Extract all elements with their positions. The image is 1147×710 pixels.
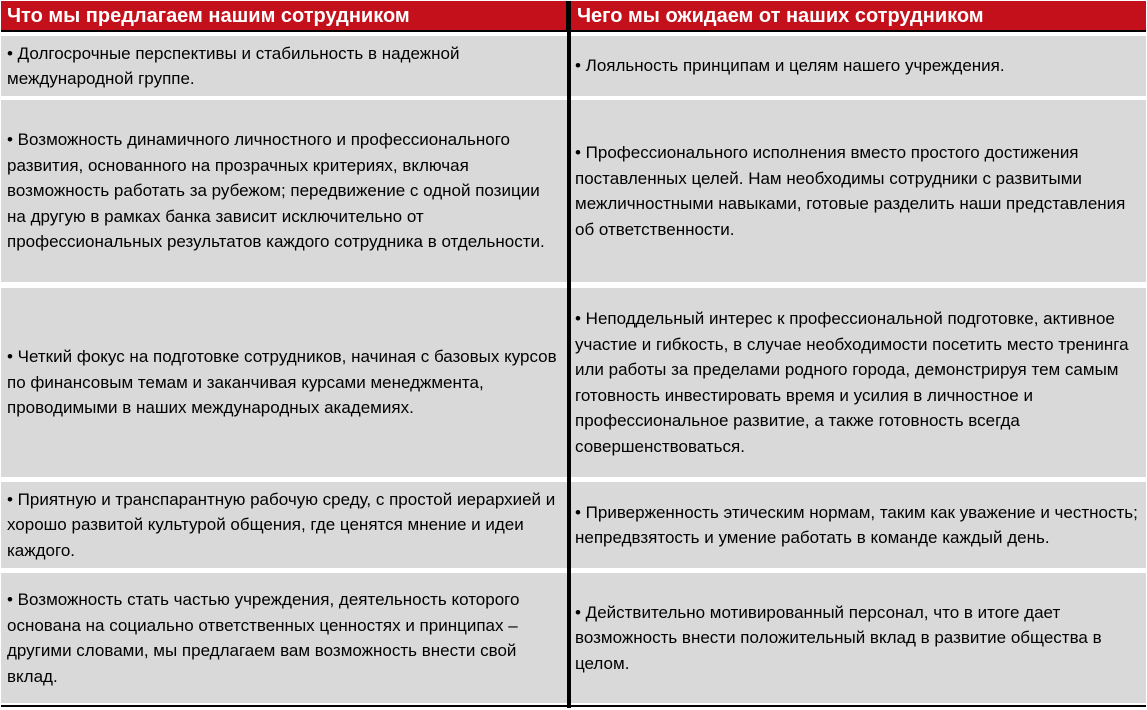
table-cell-offer-2 bbox=[1, 100, 567, 282]
cell-text: • Возможность динамичного личностного и профессионального развития, основанного на прозрачных критериях, включая возможность работать за рубежом; передвижение с одной позиции на другую в рамках банка зависит исключительно от профессиональных результатов каждого сотрудника в отдельности. bbox=[7, 130, 545, 252]
table-cell-expect-5 bbox=[571, 573, 1146, 703]
header-we-offer: Что мы предлагаем нашим сотрудником bbox=[1, 1, 567, 32]
table-cell-offer-5 bbox=[1, 573, 567, 703]
cell-text: • Действительно мотивированный персонал, что в итоге дает возможность внести положительный вклад в развитие общества в целом. bbox=[575, 602, 1102, 673]
header-we-expect: Чего мы ожидаем от наших сотрудником bbox=[571, 1, 1146, 32]
cell-text: • Четкий фокус на подготовке сотрудников, начиная с базовых курсов по финансовым темам и заканчивая курсами менеджмента, проводимыми в наших международных академиях. bbox=[7, 347, 557, 418]
table-cell-offer-3 bbox=[1, 288, 567, 477]
table-cell-expect-2 bbox=[571, 100, 1146, 282]
cell-text: • Профессионального исполнения вместо простого достижения поставленных целей. Нам необходимы сотрудники с развитыми межличностными навыками, готовые разделить наши представления об ответственности. bbox=[575, 143, 1126, 239]
table-cell-expect-4 bbox=[571, 482, 1146, 568]
cell-text: • Лояльность принципам и целям нашего учреждения. bbox=[575, 56, 1005, 76]
table-cell-offer-1 bbox=[1, 36, 567, 96]
cell-text: • Приятную и транспарантную рабочую среду, с простой иерархией и хорошо развитой культурой общения, где ценятся мнение и идеи каждого. bbox=[7, 489, 556, 560]
table-cell-expect-3 bbox=[571, 288, 1146, 477]
table-cell-expect-1 bbox=[571, 36, 1146, 96]
cell-text: • Долгосрочные перспективы и стабильность в надежной международной группе. bbox=[7, 43, 460, 88]
cell-text: • Неподдельный интерес к профессиональной подготовке, активное участие и гибкость, в случае необходимости посетить место тренинга или работы за пределами родного города, демонстрируя тем самым готовность инвестировать время и усилия в личностное и профессиональное развитие, а также готовность всегда совершенствоваться. bbox=[575, 309, 1129, 456]
cell-text: • Приверженность этическим нормам, таким как уважение и честность; непредвзятость и умение работать в команде каждый день. bbox=[575, 502, 1138, 547]
table-bottom-border bbox=[1, 705, 1146, 707]
cell-text: • Возможность стать частью учреждения, деятельность которого основана на социально ответственных ценностях и принципах – другими словами, мы предлагаем вам возможность внести свой вклад. bbox=[7, 590, 520, 686]
table-cell-offer-4 bbox=[1, 482, 567, 568]
column-divider bbox=[567, 1, 571, 708]
comparison-table bbox=[1, 1, 1146, 708]
